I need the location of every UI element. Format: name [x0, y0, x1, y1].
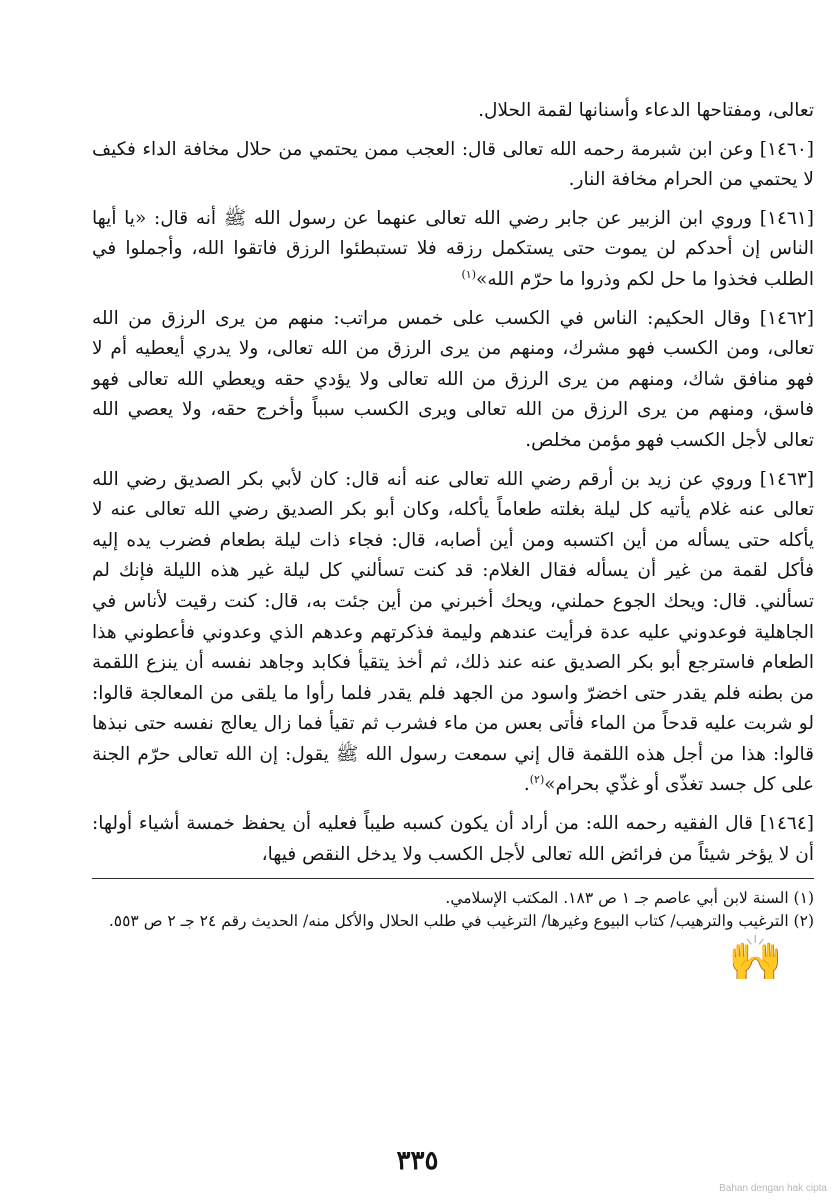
book-page: [92, 96, 814, 933]
page-number: ٣٣٥: [396, 1146, 439, 1176]
footnote-ref-1: (١): [461, 267, 477, 281]
paragraph-1461: [١٤٦١] وروي ابن الزبير عن جابر رضي الله تعالى عنهما عن رسول الله ﷺ أنه قال: «يا أيها الناس إن أحدكم لن يموت حتى يستكمل رزقه فلا تستبطئوا الرزق فاتقوا الله، وأجملوا في الطلب فخذوا ما حل لكم وذروا ما حرّم الله»$^{(١)}$: [92, 207, 814, 290]
footnote-2: (٢) الترغيب والترهيب/ كتاب البيوع وغيرها/ الترغيب في طلب الحلال والأكل منه/ الحديث رقم ٢٤ جـ ٢ ص ٥٥٣.: [108, 912, 814, 931]
copyright-watermark: Bahan dengan hak cipta: [719, 1183, 827, 1194]
paragraph-continuation: تعالى، ومفتاحها الدعاء وأسنانها لقمة الحلال.: [478, 100, 814, 121]
raised-hands-icon: 🙌: [728, 933, 777, 984]
footnote-ref-2: (٢): [529, 773, 545, 787]
footnote-1: (١) السنة لابن أبي عاصم جـ ١ ص ١٨٣. المكتب الإسلامي.: [445, 889, 814, 908]
paragraph-1464: [١٤٦٤] قال الفقيه رحمه الله: من أراد أن يكون كسبه طيباً فعليه أن يحفظ خمسة أشياء أولها: أن لا يؤخر شيئاً من فرائض الله تعالى لأجل الكسب ولا يدخل النقص فيها،: [92, 813, 814, 865]
paragraph-1460: [١٤٦٠] وعن ابن شبرمة رحمه الله تعالى قال: العجب ممن يحتمي من حلال مخافة الداء فكيف لا يحتمي من الحرام مخافة النار.: [92, 138, 814, 191]
paragraph-1463: [١٤٦٣] وروي عن زيد بن أرقم رضي الله تعالى عنه أنه قال: كان لأبي بكر الصديق رضي الله تعالى عنه غلام يأتيه كل ليلة بغلته طعاماً يأكله، وكان أبو بكر الصديق رضي الله تعالى عنه لا يأكله حتى يسأله من أين اكتسبه ومن أين أصابه، قال: فجاء ذات ليلة بطعام فضرب يده إليه فأكل لقمة من غير أن يسأله فقال الغلام: قد كنت تسألني كل ليلة غير هذه الليلة فإنك لم تسألني. قال: ويحك الجوع حملني، ويحك أخبرني من أين جئت به، قال: كنت رقيت لأناس في الجاهلية فوعدوني عليه عدة فرأيت عندهم وليمة فذكرتهم وعدهم الذي وعدوني فأعطوني هذا الطعام فاسترجع أبو بكر الصديق عنه عند ذلك، ثم أخذ يتقيأ فكابد وجاهد نفسه أن ينزع اللقمة من بطنه فلم يقدر حتى اخضرّ واسود من الجهد فلم يقدر فلما رأوا ما يلقى من المعالجة قالوا: لو شربت عليه قدحاً من الماء فأتى بعس من ماء فشرب ثم تقيأ فما زال يعالج نفسه حتى نبذها قالوا: هذا من أجل هذه اللقمة قال إني سمعت رسول الله ﷺ يقول: إن الله تعالى حرّم الجنة على كل جسد تغذّى أو غذّي بحرام»$^{(٢)}$.: [92, 468, 814, 796]
paragraph-1462: [١٤٦٢] وقال الحكيم: الناس في الكسب على خمس مراتب: منهم من يرى الرزق من الله تعالى، ومن الكسب فهو مشرك، ومنهم من يرى الرزق من الله تعالى، ولا يدري أيعطيه أم لا فهو منافق شاك، ومنهم من يرى الرزق من الله تعالى ولا يؤدي حقه ويعطي الله تعالى فهو فاسق، ومنهم من يرى الرزق من الله تعالى ويرى الكسب سبباً وأخرج حقه، ولا يعصي الله تعالى لأجل الكسب فهو مؤمن مخلص.: [92, 307, 814, 451]
footnote-divider: [92, 878, 814, 879]
